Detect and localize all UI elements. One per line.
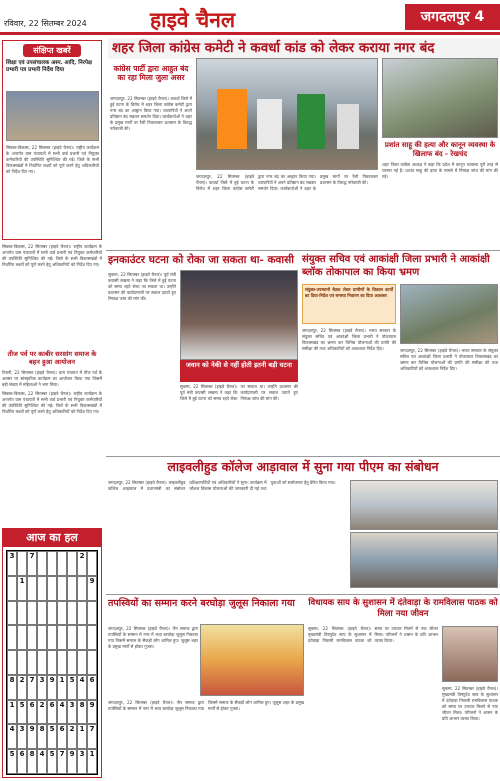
sudoku-cell bbox=[47, 601, 57, 626]
sudoku-cell: 4 bbox=[77, 675, 87, 700]
sudoku-cell: 4 bbox=[7, 724, 17, 749]
section-divider-3 bbox=[106, 594, 500, 595]
sudoku-cell bbox=[87, 551, 97, 576]
story1-headline: शहर जिला कांग्रेस कमेटी ने कवर्धा कांड को लेकर कराया नगर बंद bbox=[108, 38, 500, 59]
brief-news-bar: संक्षिप्त खबरें bbox=[23, 44, 81, 57]
story3-highlight-text: संयुक्त-उपस्थानों बैठक लेकर ग्रामीणों के विकास कार्यों का दिया-निर्देश एवं समस्या निवारण का दिया आश्वस्त bbox=[305, 287, 393, 298]
story3-highlight bbox=[302, 284, 396, 324]
sudoku-cell: 8 bbox=[7, 675, 17, 700]
story3-text-cont: जगदलपुर, 22 सितम्बर (हाइवे चैनल)। भारत सरकार के संयुक्त सचिव एवं आकांक्षी जिला प्रभारी ने तोकापाल विकासखंड का भ्रमण कर विभिन्न योजनाओं की प्रगति की समीक्षा की तथा अधिकारियों को आवश्यक निर्देश दिए। bbox=[400, 348, 498, 371]
teej-headline: तीज पर्व पर काबीर सरसांग समाज के बहन हुआ आयोजन bbox=[7, 350, 97, 366]
masthead-rule bbox=[0, 32, 500, 35]
story1-text: जगदलपुर, 22 सितम्बर (हाइवे चैनल)। कवर्धा जिले में हुई घटना के विरोध में शहर जिला कांग्रेस कमेटी द्वारा नगर बंद का आह्वान किया गया। व्यापारियों ने अपने प्रतिष्ठान बंद रखकर समर्थन दिया। कार्यकर्ताओं ने शहर के प्रमुख मार्गों पर रैली निकालकर प्रशासन के विरुद्ध नारेबाजी की। bbox=[110, 96, 192, 131]
sudoku-cell bbox=[7, 650, 17, 675]
story6-headline: विधायक साय के सुशासन में दंतेवाड़ा के रामविलास पाठक को मिला नया जीवन bbox=[308, 598, 498, 619]
sudoku-cell: 1 bbox=[17, 576, 27, 601]
sudoku-cell: 5 bbox=[67, 675, 77, 700]
sudoku-cell: 3 bbox=[67, 700, 77, 725]
sudoku-cell bbox=[67, 650, 77, 675]
sudoku-cell: 3 bbox=[37, 675, 47, 700]
sudoku-cell: 9 bbox=[67, 749, 77, 774]
sudoku-cell: 7 bbox=[57, 749, 67, 774]
teej-text-cont: सिक्का-बिकास, 22 सितम्बर (हाइवे चैनल)। राष्ट्रीय कार्यक्रम के अन्तर्गत ग्राम पंचायतों में सभी वार्ड प्रभारी एवं नियुक्त कर्मचारियों की उपस्थिति सुनिश्चित की गई। जिले के सभी विकासखंडों में निर्धारित लक्ष्यों को पूर्ण करने हेतु अधिकारियों को निर्देश दिए गए। bbox=[2, 391, 102, 414]
sudoku-cell bbox=[57, 625, 67, 650]
story3-text: जगदलपुर, 22 सितम्बर (हाइवे चैनल)। भारत सरकार के संयुक्त सचिव एवं आकांक्षी जिला प्रभारी ने तोकापाल विकासखंड का भ्रमण कर विभिन्न योजनाओं की प्रगति की समीक्षा की तथा अधिकारियों को आवश्यक निर्देश दिए। bbox=[302, 328, 396, 351]
sudoku-cell bbox=[17, 601, 27, 626]
sudoku-cell: 8 bbox=[27, 749, 37, 774]
sudoku-cell: 2 bbox=[77, 551, 87, 576]
sudoku-cell: 9 bbox=[87, 576, 97, 601]
sudoku-cell bbox=[37, 551, 47, 576]
sudoku-grid bbox=[6, 550, 98, 775]
story1-side-headline: प्रशांत साहू की हत्या और कानून व्यवस्था के खिलाफ बंद - रेखचंद bbox=[384, 140, 496, 158]
sudoku-cell: 8 bbox=[77, 700, 87, 725]
sudoku-cell: 1 bbox=[57, 675, 67, 700]
story1-side-text: शहर जिला कांग्रेस अध्यक्ष ने कहा कि प्रदेश में कानून व्यवस्था पूरी तरह से चरमरा गई है। प्रशांत साहू की हत्या के मामले में निष्पक्ष जांच की मांग की गई। bbox=[382, 162, 498, 179]
story2-photo bbox=[180, 270, 298, 360]
sudoku-cell: 9 bbox=[27, 724, 37, 749]
page-title: हाइवे चैनल bbox=[150, 7, 236, 32]
sudoku-cell: 9 bbox=[47, 675, 57, 700]
sudoku-cell bbox=[27, 625, 37, 650]
issue-date: रविवार, 22 सितम्बर 2024 bbox=[4, 19, 87, 28]
puzzle-title: आज का हल bbox=[3, 529, 101, 547]
story2-text-cont: सुकमा, 22 सितम्बर (हाइवे चैनल)। पूर्व मंत्री कवासी लखमा ने कहा कि जिले में हुई घटना को समय रहते रोका जा सकता था। उन्होंने प्रशासन की कार्यप्रणाली पर सवाल उठाते हुए निष्पक्ष जांच की मांग की। bbox=[180, 384, 298, 401]
sudoku-cell bbox=[77, 576, 87, 601]
sudoku-cell bbox=[57, 551, 67, 576]
story3-headline: संयुक्त सचिव एवं आकांक्षी जिला प्रभारी ने आकांक्षी ब्लॉक तोकापाल का किया भ्रमण bbox=[302, 254, 490, 278]
sudoku-cell bbox=[37, 650, 47, 675]
story2-text: सुकमा, 22 सितम्बर (हाइवे चैनल)। पूर्व मंत्री कवासी लखमा ने कहा कि जिले में हुई घटना को समय रहते रोका जा सकता था। उन्होंने प्रशासन की कार्यप्रणाली पर सवाल उठाते हुए निष्पक्ष जांच की मांग की। bbox=[108, 272, 176, 301]
sudoku-cell bbox=[17, 551, 27, 576]
sudoku-cell: 1 bbox=[7, 700, 17, 725]
story5-text-cont: जगदलपुर, 22 सितम्बर (हाइवे चैनल)। जैन समाज द्वारा तपस्वियों के सम्मान में नगर में भव्य बरघोड़ा जुलूस निकाला गया जिसमें समाज के सैकड़ों लोग शामिल हुए। जुलूस शहर के प्रमुख मार्गों से होकर गुजरा। bbox=[108, 700, 304, 711]
sudoku-cell bbox=[67, 551, 77, 576]
section-divider-2 bbox=[106, 456, 500, 457]
sudoku-cell bbox=[27, 650, 37, 675]
sudoku-cell: 3 bbox=[7, 551, 17, 576]
brief-news-title: शिक्षा एवं उपसंचालक अस्प. आदि, निरपेक्ष प्रभारी पत्र प्रभारी निर्देश दिया bbox=[6, 60, 92, 73]
sudoku-cell: 5 bbox=[47, 724, 57, 749]
teej-text: टिकरी, 22 सितम्बर (हाइवे चैनल)। ग्राम पंचायत में तीज पर्व के अवसर पर सांस्कृतिक कार्यक्रम का आयोजन किया गया जिसमें बड़ी संख्या में महिलाओं ने भाग लिया। bbox=[2, 370, 102, 387]
sudoku-cell: 8 bbox=[37, 724, 47, 749]
story4-text: जगदलपुर, 22 सितम्बर (हाइवे चैनल)। लाइवलीहुड कॉलेज आड़ावाल में प्रधानमंत्री का संबोधन प्रशिक्षणार्थियों एवं अधिकारियों ने सुना। कार्यक्रम में कौशल विकास योजनाओं की जानकारी दी गई तथा युवाओं को स्वरोजगार हेतु प्रेरित किया गया। bbox=[108, 480, 336, 491]
sudoku-cell bbox=[67, 576, 77, 601]
story1-photo bbox=[196, 58, 378, 170]
sudoku-cell: 9 bbox=[87, 700, 97, 725]
story5-text: जगदलपुर, 22 सितम्बर (हाइवे चैनल)। जैन समाज द्वारा तपस्वियों के सम्मान में नगर में भव्य बरघोड़ा जुलूस निकाला गया जिसमें समाज के सैकड़ों लोग शामिल हुए। जुलूस शहर के प्रमुख मार्गों से होकर गुजरा। bbox=[108, 626, 198, 649]
sudoku-cell bbox=[87, 625, 97, 650]
sudoku-cell: 4 bbox=[57, 700, 67, 725]
brief-news-box bbox=[2, 40, 102, 240]
sudoku-cell: 7 bbox=[27, 551, 37, 576]
sudoku-cell bbox=[7, 576, 17, 601]
story2-headline: इनकाउंटर घटना को रोका जा सकता था- कवासी bbox=[108, 254, 294, 266]
section-divider bbox=[106, 250, 500, 251]
sudoku-cell bbox=[47, 650, 57, 675]
sudoku-cell bbox=[7, 625, 17, 650]
sudoku-cell bbox=[67, 601, 77, 626]
story5-photo bbox=[200, 624, 304, 696]
sudoku-cell bbox=[17, 625, 27, 650]
sudoku-cell: 5 bbox=[47, 749, 57, 774]
story6-photo bbox=[442, 626, 498, 682]
left-filler-text: सिक्का-बिकास, 22 सितम्बर (हाइवे चैनल)। राष्ट्रीय कार्यक्रम के अन्तर्गत ग्राम पंचायतों में सभी वार्ड प्रभारी एवं नियुक्त कर्मचारियों की उपस्थिति सुनिश्चित की गई। जिले के सभी विकासखंडों में निर्धारित लक्ष्यों को पूर्ण करने हेतु अधिकारियों को निर्देश दिए गए। bbox=[2, 244, 102, 267]
sudoku-cell: 2 bbox=[17, 675, 27, 700]
sudoku-cell bbox=[57, 650, 67, 675]
story6-text: सुकमा, 22 सितम्बर (हाइवे चैनल)। मुख्यमंत्री विष्णुदेव साय के सुशासन में दंतेवाड़ा निवासी रामविलास पाठक को समय पर उपचार मिलने से नया जीवन मिला। परिजनों ने शासन के प्रति आभार व्यक्त किया। bbox=[308, 626, 438, 643]
sudoku-cell bbox=[77, 625, 87, 650]
sudoku-cell: 6 bbox=[57, 724, 67, 749]
story4-headline: लाइवलीहुड कॉलेज आड़ावाल में सुना गया पीएम का संबोधन bbox=[167, 459, 439, 474]
story1-text-col2: जगदलपुर, 22 सितम्बर (हाइवे चैनल)। कवर्धा जिले में हुई घटना के विरोध में शहर जिला कांग्रेस कमेटी द्वारा नगर बंद का आह्वान किया गया। व्यापारियों ने अपने प्रतिष्ठान बंद रखकर समर्थन दिया। कार्यकर्ताओं ने शहर के प्रमुख मार्गों पर रैली निकालकर प्रशासन के विरुद्ध नारेबाजी की। bbox=[196, 174, 378, 191]
story1-side-photo bbox=[382, 58, 498, 138]
sudoku-cell bbox=[57, 601, 67, 626]
sudoku-cell bbox=[37, 576, 47, 601]
story5-headline: तपस्वियों का सम्मान करने बरघोड़ा जुलूस निकाला गया bbox=[108, 598, 295, 609]
story6-text-cont: सुकमा, 22 सितम्बर (हाइवे चैनल)। मुख्यमंत्री विष्णुदेव साय के सुशासन में दंतेवाड़ा निवासी रामविलास पाठक को समय पर उपचार मिलने से नया जीवन मिला। परिजनों ने शासन के प्रति आभार व्यक्त किया। bbox=[442, 686, 498, 721]
sudoku-cell bbox=[37, 601, 47, 626]
teej-news-box bbox=[2, 244, 102, 512]
sudoku-cell bbox=[77, 601, 87, 626]
sudoku-cell: 4 bbox=[37, 749, 47, 774]
story3-photo bbox=[400, 284, 498, 344]
sudoku-cell bbox=[47, 551, 57, 576]
sudoku-cell: 7 bbox=[27, 675, 37, 700]
sudoku-cell: 2 bbox=[67, 724, 77, 749]
story2-photo-caption: जवान को नेकी से नहीं होती इतनी बड़ी घटना bbox=[180, 360, 298, 382]
sudoku-cell bbox=[47, 576, 57, 601]
sudoku-cell: 2 bbox=[37, 700, 47, 725]
brief-news-photo bbox=[6, 91, 99, 141]
sudoku-cell bbox=[87, 650, 97, 675]
sudoku-cell bbox=[17, 650, 27, 675]
sudoku-cell: 6 bbox=[27, 700, 37, 725]
sudoku-cell: 6 bbox=[17, 749, 27, 774]
edition-label: जगदलपुर 4 bbox=[405, 4, 500, 30]
sudoku-cell bbox=[27, 576, 37, 601]
sudoku-cell: 6 bbox=[87, 675, 97, 700]
sudoku-cell bbox=[87, 601, 97, 626]
sudoku-cell bbox=[47, 625, 57, 650]
sudoku-cell: 1 bbox=[87, 749, 97, 774]
sudoku-cell: 5 bbox=[17, 700, 27, 725]
story4-photo-2 bbox=[350, 532, 498, 588]
sudoku-cell: 7 bbox=[87, 724, 97, 749]
sudoku-cell: 5 bbox=[7, 749, 17, 774]
sudoku-cell: 3 bbox=[77, 749, 87, 774]
story4-photo-1 bbox=[350, 480, 498, 530]
sudoku-cell bbox=[27, 601, 37, 626]
brief-news-text: सिक्का-बिकास, 22 सितम्बर (हाइवे चैनल)। राष्ट्रीय कार्यक्रम के अन्तर्गत ग्राम पंचायतों में सभी वार्ड प्रभारी एवं नियुक्त कर्मचारियों की उपस्थिति सुनिश्चित की गई। जिले के सभी विकासखंडों में निर्धारित लक्ष्यों को पूर्ण करने हेतु अधिकारियों को निर्देश दिए गए। bbox=[6, 145, 99, 174]
sudoku-cell bbox=[57, 576, 67, 601]
sudoku-cell bbox=[7, 601, 17, 626]
sudoku-cell bbox=[77, 650, 87, 675]
sudoku-cell bbox=[67, 625, 77, 650]
sudoku-cell: 6 bbox=[47, 700, 57, 725]
sudoku-cell bbox=[37, 625, 47, 650]
sudoku-cell: 1 bbox=[77, 724, 87, 749]
sudoku-cell: 3 bbox=[17, 724, 27, 749]
story1-subhead: कांग्रेस पार्टी द्वारा आहुत बंद का रहा मिला जुला असर bbox=[113, 64, 189, 82]
